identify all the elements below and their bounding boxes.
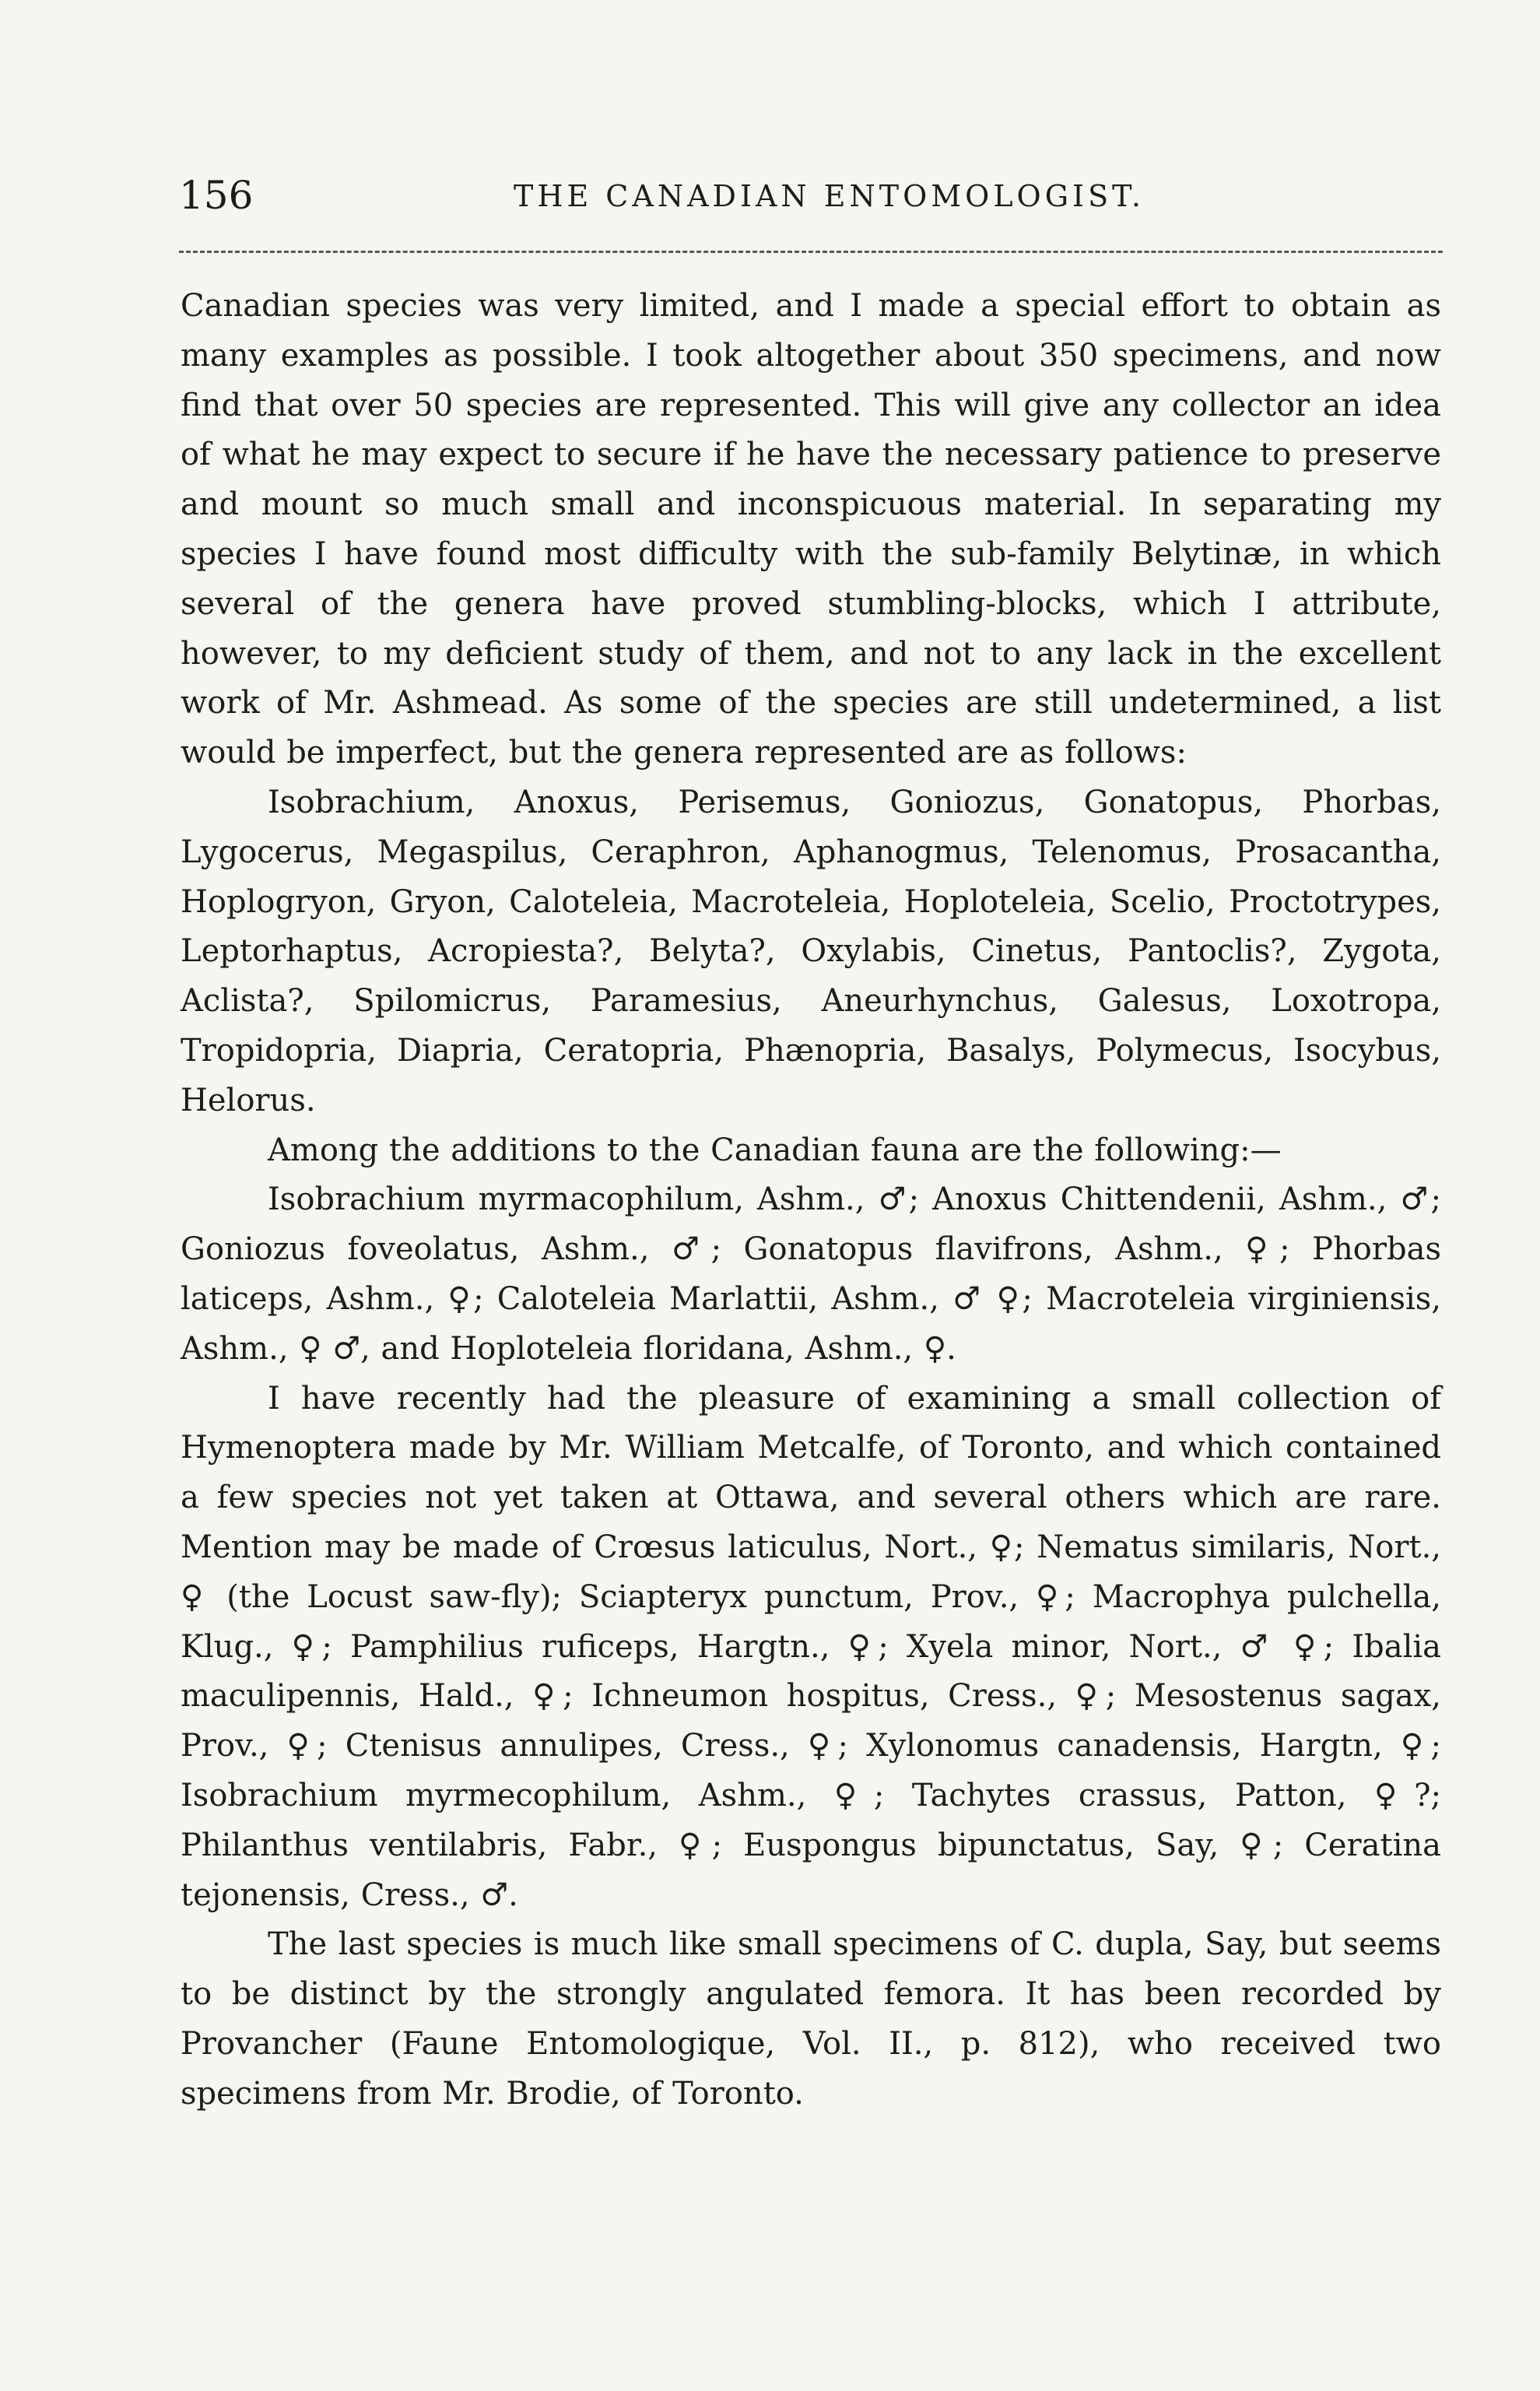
page-number: 156: [179, 173, 254, 218]
body-text: [181, 282, 1441, 2119]
page-header: [179, 173, 1443, 227]
paragraph: Among the additions to the Canadian fauna are the following:—: [268, 1132, 1282, 1168]
paragraph: Isobrachium, Anoxus, Perisemus, Goniozus, Gonatopus, Phorbas, Lygocerus, Megaspilus, Ceraphron, Aphanogmus, Telenomus, Prosacantha, Hoplogryon, Gryon, Caloteleia, Macroteleia, Hoploteleia, Scelio, Proctotrypes, Leptorhaptus, Acropiesta?, Belyta?, Oxylabis, Cinetus, Pantoclis?, Zygota, Aclista?, Spilomicrus, Paramesius, Aneurhynchus, Galesus, Loxotropa, Tropidopria, Diapria, Ceratopria, Phænopria, Basalys, Polymecus, Isocybus, Helorus.: [181, 784, 1441, 1118]
header-rule: [179, 251, 1443, 253]
paragraph: Isobrachium myrmacophilum, Ashm., ♂; Anoxus Chittendenii, Ashm., ♂; Goniozus foveolatus, Ashm., ♂; Gonatopus flavifrons, Ashm., ♀; Phorbas laticeps, Ashm., ♀; Caloteleia Marlattii, Ashm., ♂ ♀; Macroteleia virginiensis, Ashm., ♀ ♂, and Hoploteleia floridana, Ashm., ♀.: [181, 1181, 1441, 1367]
paragraph: I have recently had the pleasure of examining a small collection of Hymenoptera made by Mr. William Metcalfe, of Toronto, and which contained a few species not yet taken at Ottawa, and several others which are rare. Mention may be made of Crœsus laticulus, Nort., ♀; Nematus similaris, Nort., ♀ (the Locust saw-fly); Sciapteryx punctum, Prov., ♀; Macrophya pulchella, Klug., ♀; Pamphilius ruficeps, Hargtn., ♀; Xyela minor, Nort., ♂ ♀; Ibalia maculipennis, Hald., ♀; Ichneumon hospitus, Cress., ♀; Mesostenus sagax, Prov., ♀; Ctenisus annulipes, Cress., ♀; Xylonomus canadensis, Hargtn, ♀; Isobrachium myrmecophilum, Ashm., ♀; Tachytes crassus, Patton, ♀?; Philanthus ventilabris, Fabr., ♀; Euspongus bipunctatus, Say, ♀; Ceratina tejonensis, Cress., ♂.: [181, 1380, 1441, 1913]
paragraph: The last species is much like small specimens of C. dupla, Say, but seems to be distinct by the strongly angulated femora. It has been recorded by Provancher (Faune Entomologique, Vol. II., p. 812), who received two specimens from Mr. Brodie, of Toronto.: [181, 1926, 1441, 2112]
running-title: THE CANADIAN ENTOMOLOGIST.: [514, 179, 1145, 213]
paragraph: Canadian species was very limited, and I made a special effort to obtain as many examples as possible. I took altogether about 350 specimens, and now find that over 50 species are represented. This will give any collector an idea of what he may expect to secure if he have the necessary patience to preserve and mount so much small and inconspicuous material. In separating my species I have found most difficulty with the sub-family Belytinæ, in which several of the genera have proved stumbling-blocks, which I attribute, however, to my deficient study of them, and not to any lack in the excellent work of Mr. Ashmead. As some of the species are still undetermined, a list would be imperfect, but the genera represented are as follows:: [181, 288, 1441, 771]
